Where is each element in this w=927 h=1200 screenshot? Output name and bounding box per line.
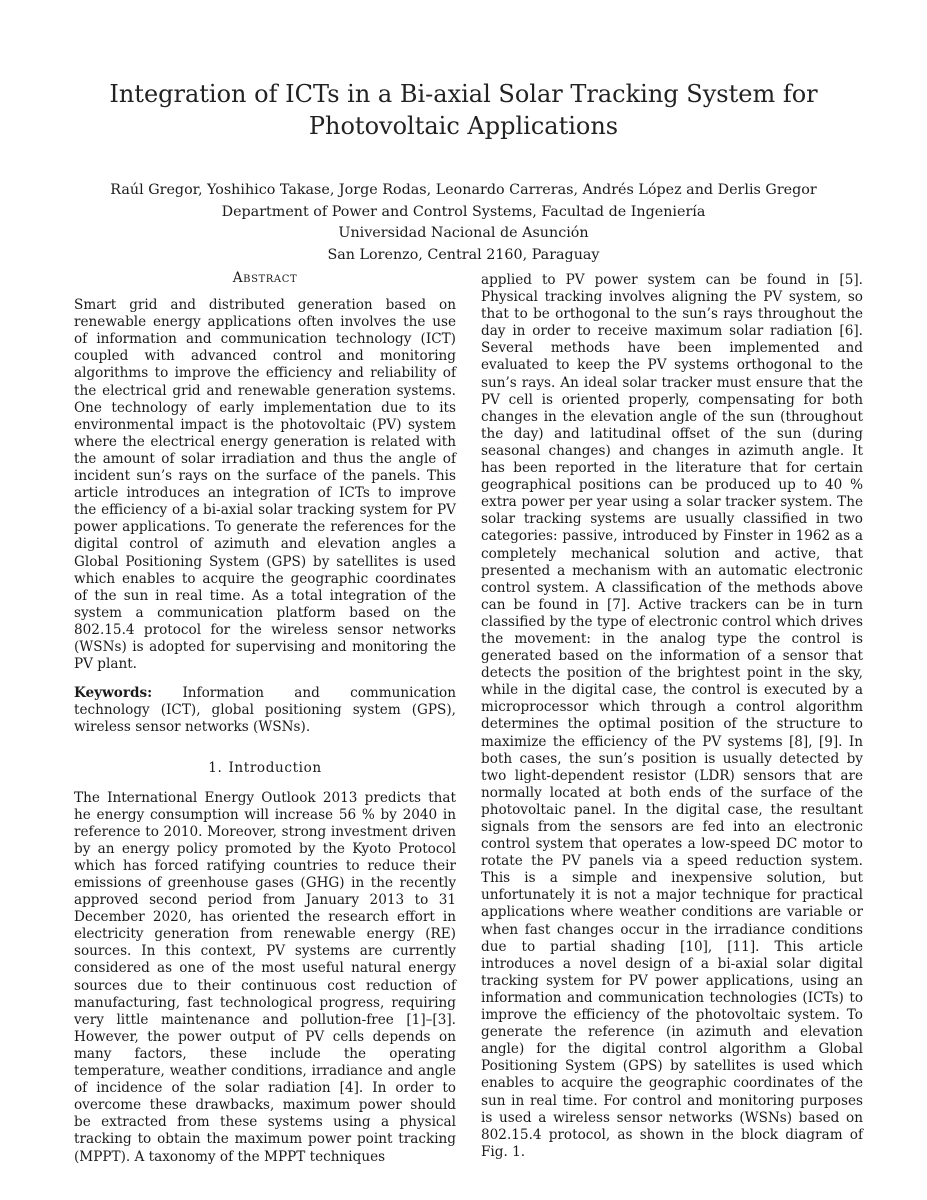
affiliation-location: San Lorenzo, Central 2160, Paraguay	[327, 246, 600, 263]
left-column	[74, 270, 456, 1166]
abstract-text: Smart grid and distributed generation based on renewable energy applications often involves the use of information and communication technology (ICT) coupled with advanced control and monitoring algorithms to improve the efficiency and reliability of the electrical grid and renewable generation systems. One technology of early implementation due to its environmental impact is the photovoltaic (PV) system where the electrical energy generation is related with the amount of solar irradiation and thus the angle of incident sun’s rays on the surface of the panels. This article introduces an integration of ICTs to improve the efficiency of a bi-axial solar tracking system for PV power applications. To generate the references for the digital control of azimuth and elevation angles a Global Positioning System (GPS) by satellites is used which enables to acquire the geographic coordinates of the sun in real time. As a total integration of the system a communication platform based on the 802.15.4 protocol for the wireless sensor networks (WSNs) is adopted for supervising and monitoring the PV plant.	[74, 297, 456, 673]
abstract-heading-text: Abstract	[232, 270, 298, 286]
abstract-heading	[74, 270, 456, 287]
paper-title-line-1: Integration of ICTs in a Bi-axial Solar Tracking System for	[109, 80, 818, 108]
introduction-number: 1.	[208, 760, 223, 777]
keywords-text: Information and communication technology (ICT), global positioning system (GPS), wireless sensor networks (WSNs).	[74, 685, 456, 736]
keywords-label: Keywords:	[74, 685, 153, 702]
introduction-text-left: The International Energy Outlook 2013 predicts that he energy consumption will increase 56 % by 2040 in reference to 2010. Moreover, strong investment driven by an energy policy promoted by the Kyoto Protocol which has forced ratifying countries to reduce their emissions of greenhouse gases (GHG) in the recently approved second period from January 2013 to 31 December 2020, has oriented the research effort in electricity generation from renewable energy (RE) sources. In this context, PV systems are currently considered as one of the most useful natural energy sources due to their continuous cost reduction of manufacturing, fast technological progress, requiring very little maintenance and pollution-free [1]–[3]. However, the power output of PV cells depends on many factors, these include the operating temperature, weather conditions, irradiance and angle of incidence of the solar radiation [4]. In order to overcome these drawbacks, maximum power should be extracted from these systems using a physical tracking to obtain the maximum power point tracking (MPPT). A taxonomy of the MPPT techniques	[74, 789, 456, 1165]
paper-title-line-2: Photovoltaic Applications	[308, 112, 619, 140]
affiliation-university: Universidad Nacional de Asunción	[338, 225, 589, 241]
right-column	[481, 272, 863, 1161]
paper-title	[70, 78, 857, 142]
keywords	[74, 685, 456, 736]
author-list: Raúl Gregor, Yoshihico Takase, Jorge Rodas, Leonardo Carreras, Andrés López and Derlis Gregor	[110, 182, 817, 198]
introduction-text-right: applied to PV power system can be found in [5]. Physical tracking involves aligning the PV system, so that to be orthogonal to the sun’s rays throughout the day in order to receive maximum solar radiation [6]. Several methods have been implemented and evaluated to keep the PV systems orthogonal to the sun’s rays. An ideal solar tracker must ensure that the PV cell is oriented properly, compensating for both changes in the elevation angle of the sun (throughout the day) and latitudinal offset of the sun (during seasonal changes) and changes in azimuth angle. It has been reported in the literature that for certain geographical positions can be produced up to 40 % extra power per year using a solar tracker system. The solar tracking systems are usually classified in two categories: passive, introduced by Finster in 1962 as a completely mechanical solution and active, that presented a mechanism with an automatic electronic control system. A classification of the methods above can be found in [7]. Active trackers can be in turn classified by the type of electronic control which drives the movement: in the analog type the control is generated based on the information of a sensor that detects the position of the brightest point in the sky, while in the digital case, the control is executed by a microprocessor which through a control algorithm determines the optimal position of the structure to maximize the efficiency of the PV systems [8], [9]. In both cases, the sun’s position is usually detected by two light-dependent resistor (LDR) sensors that are normally located at both ends of the surface of the photovoltaic panel. In the digital case, the resultant signals from the sensors are fed into an electronic control system that operates a low-speed DC motor to rotate the PV panels via a speed reduction system. This is a simple and inexpensive solution, but unfortunately it is not a major technique for practical applications where weather conditions are variable or when fast changes occur in the irradiance conditions due to partial shading [10], [11]. This article introduces a novel design of a bi-axial solar digital tracking system for PV power applications, using an information and communication technologies (ICTs) to improve the efficiency of the photovoltaic system. To generate the reference (in azimuth and elevation angle) for the digital control algorithm a Global Positioning System (GPS) by satellites is used which enables to acquire the geographic coordinates of the sun in real time. For control and monitoring purposes is used a wireless sensor networks (WSNs) based on 802.15.4 protocol, as shown in the block diagram of Fig. 1.	[481, 272, 863, 1160]
affiliation-department: Department of Power and Control Systems, Facultad de Ingeniería	[221, 203, 706, 220]
introduction-heading	[74, 760, 456, 777]
introduction-heading-text: Introduction	[228, 760, 322, 777]
author-block	[40, 180, 887, 266]
